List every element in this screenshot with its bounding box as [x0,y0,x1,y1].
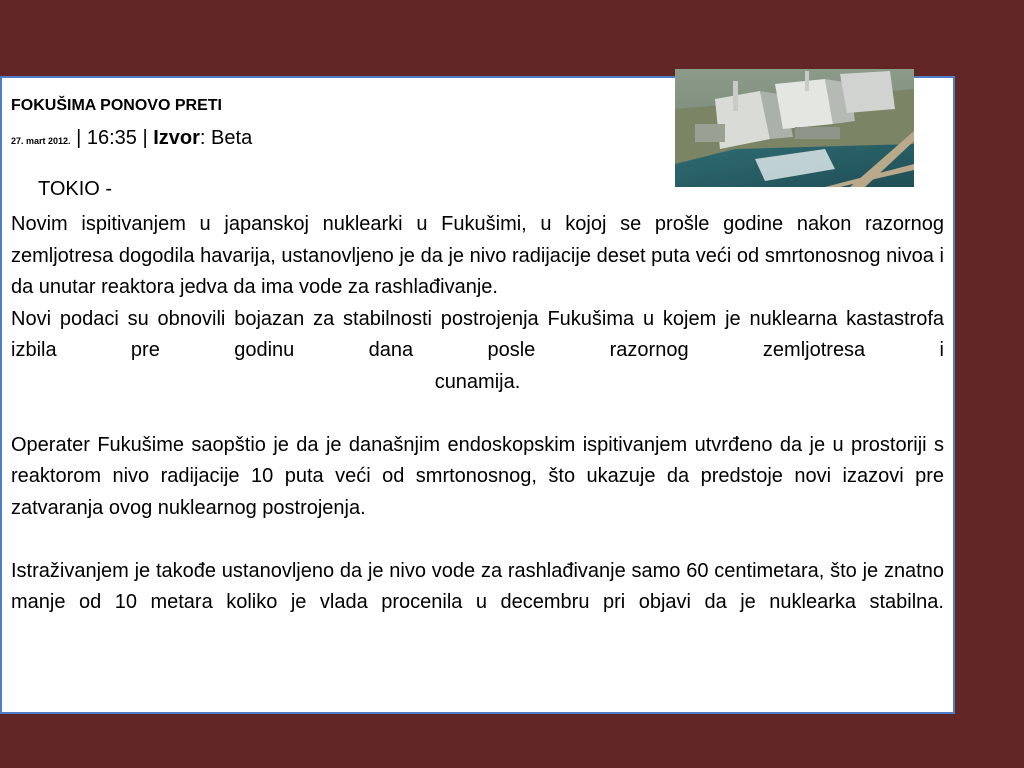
article-paragraph: Operater Fukušime saopštio je da je današnjim endoskopskim ispitivanjem utvrđeno da je u prostoriji s reaktorom nivo radijacije 10 puta veći od smrtonosnog, što ukazuje da predstoje novi izazovi pre zatvaranja ovog nuklearnog postrojenja. [11,433,944,519]
article-meta [11,127,252,150]
article-paragraph: Novim ispitivanjem u japanskoj nuklearki u Fukušimi, u kojoj se prošle godine nakon razornog zemljotresa dogodila havarija, ustanovljeno je da je nivo radijacije deset puta veći od smrtonosnog nivoa i da unutar reaktora jedva da ima vode za rashlađivanje. [11,213,944,298]
article-body [11,209,944,619]
source-value: Beta [211,127,253,149]
paragraph-spacer [11,398,944,430]
article-paragraph-tail: cunamija. [434,370,521,393]
nuclear-plant-photo [675,69,914,187]
article-date: 27. mart 2012. [11,136,71,146]
article-paragraph: Novi podaci su obnovili bojazan za stabilnosti postrojenja Fukušima u kojem je nuklearna kastastrofa izbila pre godinu dana posle razornog zemljotresa i [11,307,944,361]
source-colon: : [199,127,212,149]
article-time: 16:35 [86,127,137,149]
meta-separator: | [136,127,154,149]
meta-separator: | [70,127,87,149]
source-label: Izvor [153,127,200,149]
paragraph-spacer [11,524,944,556]
article-dateline: TOKIO - [38,178,113,200]
article-paragraph: Istraživanjem je takođe ustanovljeno da je nivo vode za rashlađivanje samo 60 centimetara, što je znatno manje od 10 metara koliko je vlada procenila u decembru pri objavi da je nuklearka stabilna. [11,559,944,613]
article-headline: FOKUŠIMA PONOVO PRETI [11,97,222,114]
